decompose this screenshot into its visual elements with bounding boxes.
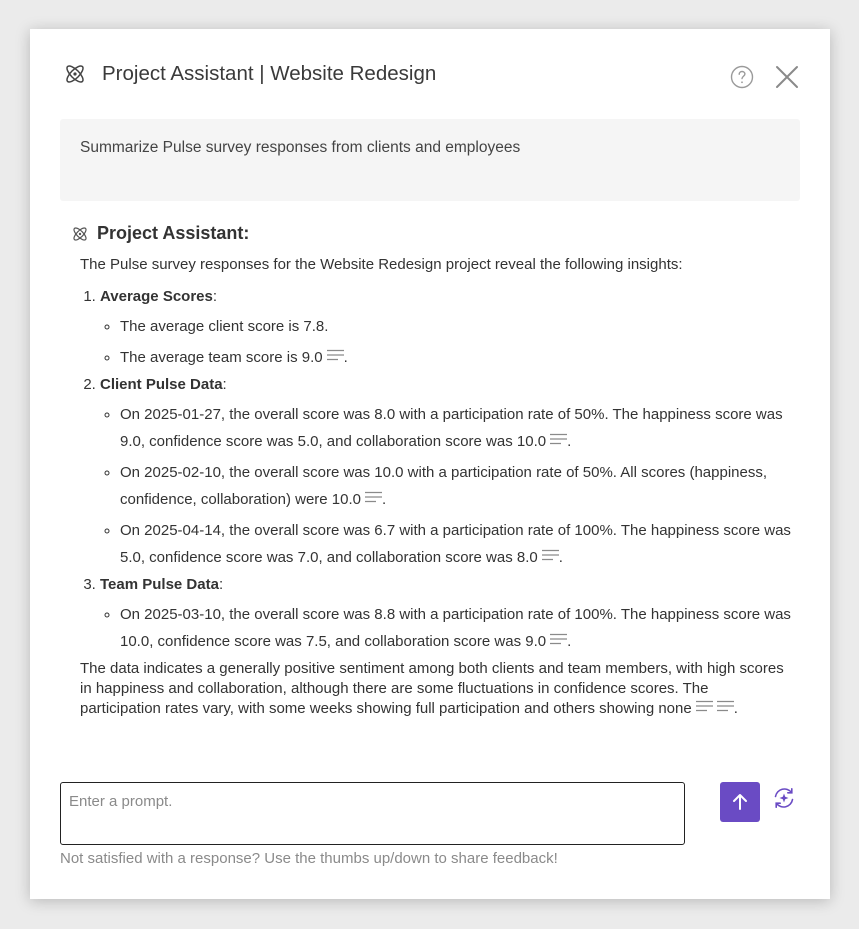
atom-icon [63, 62, 87, 86]
response-body [71, 255, 791, 719]
citation-icon[interactable] [550, 433, 567, 445]
modal-header [60, 59, 800, 91]
citation-icon[interactable] [696, 700, 713, 712]
citation-icon[interactable] [327, 349, 344, 361]
section-team-pulse-data: 3. Team Pulse Data: ◦ On 2025-03-10, the overall score was 8.8 with a participation rate of 100%. The happiness score was 10.0, confidence score was 7.5, and collaboration score was 9.0 . [100, 575, 791, 655]
assistant-response [71, 223, 791, 719]
prompt-input[interactable] [60, 782, 685, 845]
response-label: Project Assistant: [97, 223, 250, 243]
send-button[interactable] [720, 782, 760, 822]
section-client-pulse-data: 2. Client Pulse Data: ◦ On 2025-01-27, the overall score was 8.0 with a participation rate of 50%. The happiness score was 9.0, confidence score was 5.0, and collaboration score was 10.0 . ◦ On 2025-02-10, the overall score was 10.0 with a participation rate of 50%. All scores (happiness, confidence, collaboration) were 10.0 . ◦ On 2025-04-14, the overall score was 6.7 with a participation rate of 100%. The happiness score was 5.0, confidence score was 7.0, and collaboration score was 8.0 . [100, 375, 791, 571]
list-item: ◦ The average client score is 7.8. [120, 313, 791, 340]
response-intro: The Pulse survey responses for the Website Redesign project reveal the following insights: [80, 256, 683, 273]
response-header [71, 223, 791, 251]
section-title: Team Pulse Data [100, 576, 219, 593]
section-title: Average Scores [100, 288, 213, 305]
list-item: ◦ The average team score is 9.0 . [120, 344, 791, 371]
close-icon[interactable] [774, 64, 800, 90]
citation-icon[interactable] [365, 491, 382, 503]
section-title: Client Pulse Data [100, 376, 223, 393]
prompt-input-row [60, 782, 800, 846]
list-item: ◦ On 2025-04-14, the overall score was 6.7 with a participation rate of 100%. The happiness score was 5.0, confidence score was 7.0, and collaboration score was 8.0 . [120, 517, 791, 571]
assistant-modal [30, 29, 830, 899]
help-circle-icon[interactable] [730, 65, 754, 89]
page-title: Project Assistant | Website Redesign [102, 62, 437, 85]
section-average-scores: 1. Average Scores: ◦ The average client score is 7.8. ◦ The average team score is 9.0 . [100, 287, 791, 371]
response-closing: The data indicates a generally positive sentiment among both clients and team members, with high scores in happiness and collaboration, although there are some fluctuations in confidence scores. The participation rates vary, with some weeks showing full participation and others showing none . [80, 660, 784, 717]
list-item: ◦ On 2025-01-27, the overall score was 8.0 with a participation rate of 50%. The happiness score was 9.0, confidence score was 5.0, and collaboration score was 10.0 . [120, 401, 791, 455]
list-item: ◦ On 2025-02-10, the overall score was 10.0 with a participation rate of 50%. All scores (happiness, confidence, collaboration) were 10.0 . [120, 459, 791, 513]
user-prompt-bubble [60, 119, 800, 201]
citation-icon[interactable] [550, 633, 567, 645]
arrow-up-icon [720, 782, 760, 822]
citation-icon[interactable] [542, 549, 559, 561]
list-item: ◦ On 2025-03-10, the overall score was 8.8 with a participation rate of 100%. The happiness score was 10.0, confidence score was 7.5, and collaboration score was 9.0 . [120, 601, 791, 655]
atom-icon [71, 225, 89, 243]
response-sections [80, 287, 791, 655]
user-prompt-text: Summarize Pulse survey responses from clients and employees [80, 139, 521, 156]
feedback-hint: Not satisfied with a response? Use the thumbs up/down to share feedback! [60, 850, 558, 867]
citation-icon[interactable] [717, 700, 734, 712]
sparkle-refresh-icon[interactable] [772, 786, 796, 810]
